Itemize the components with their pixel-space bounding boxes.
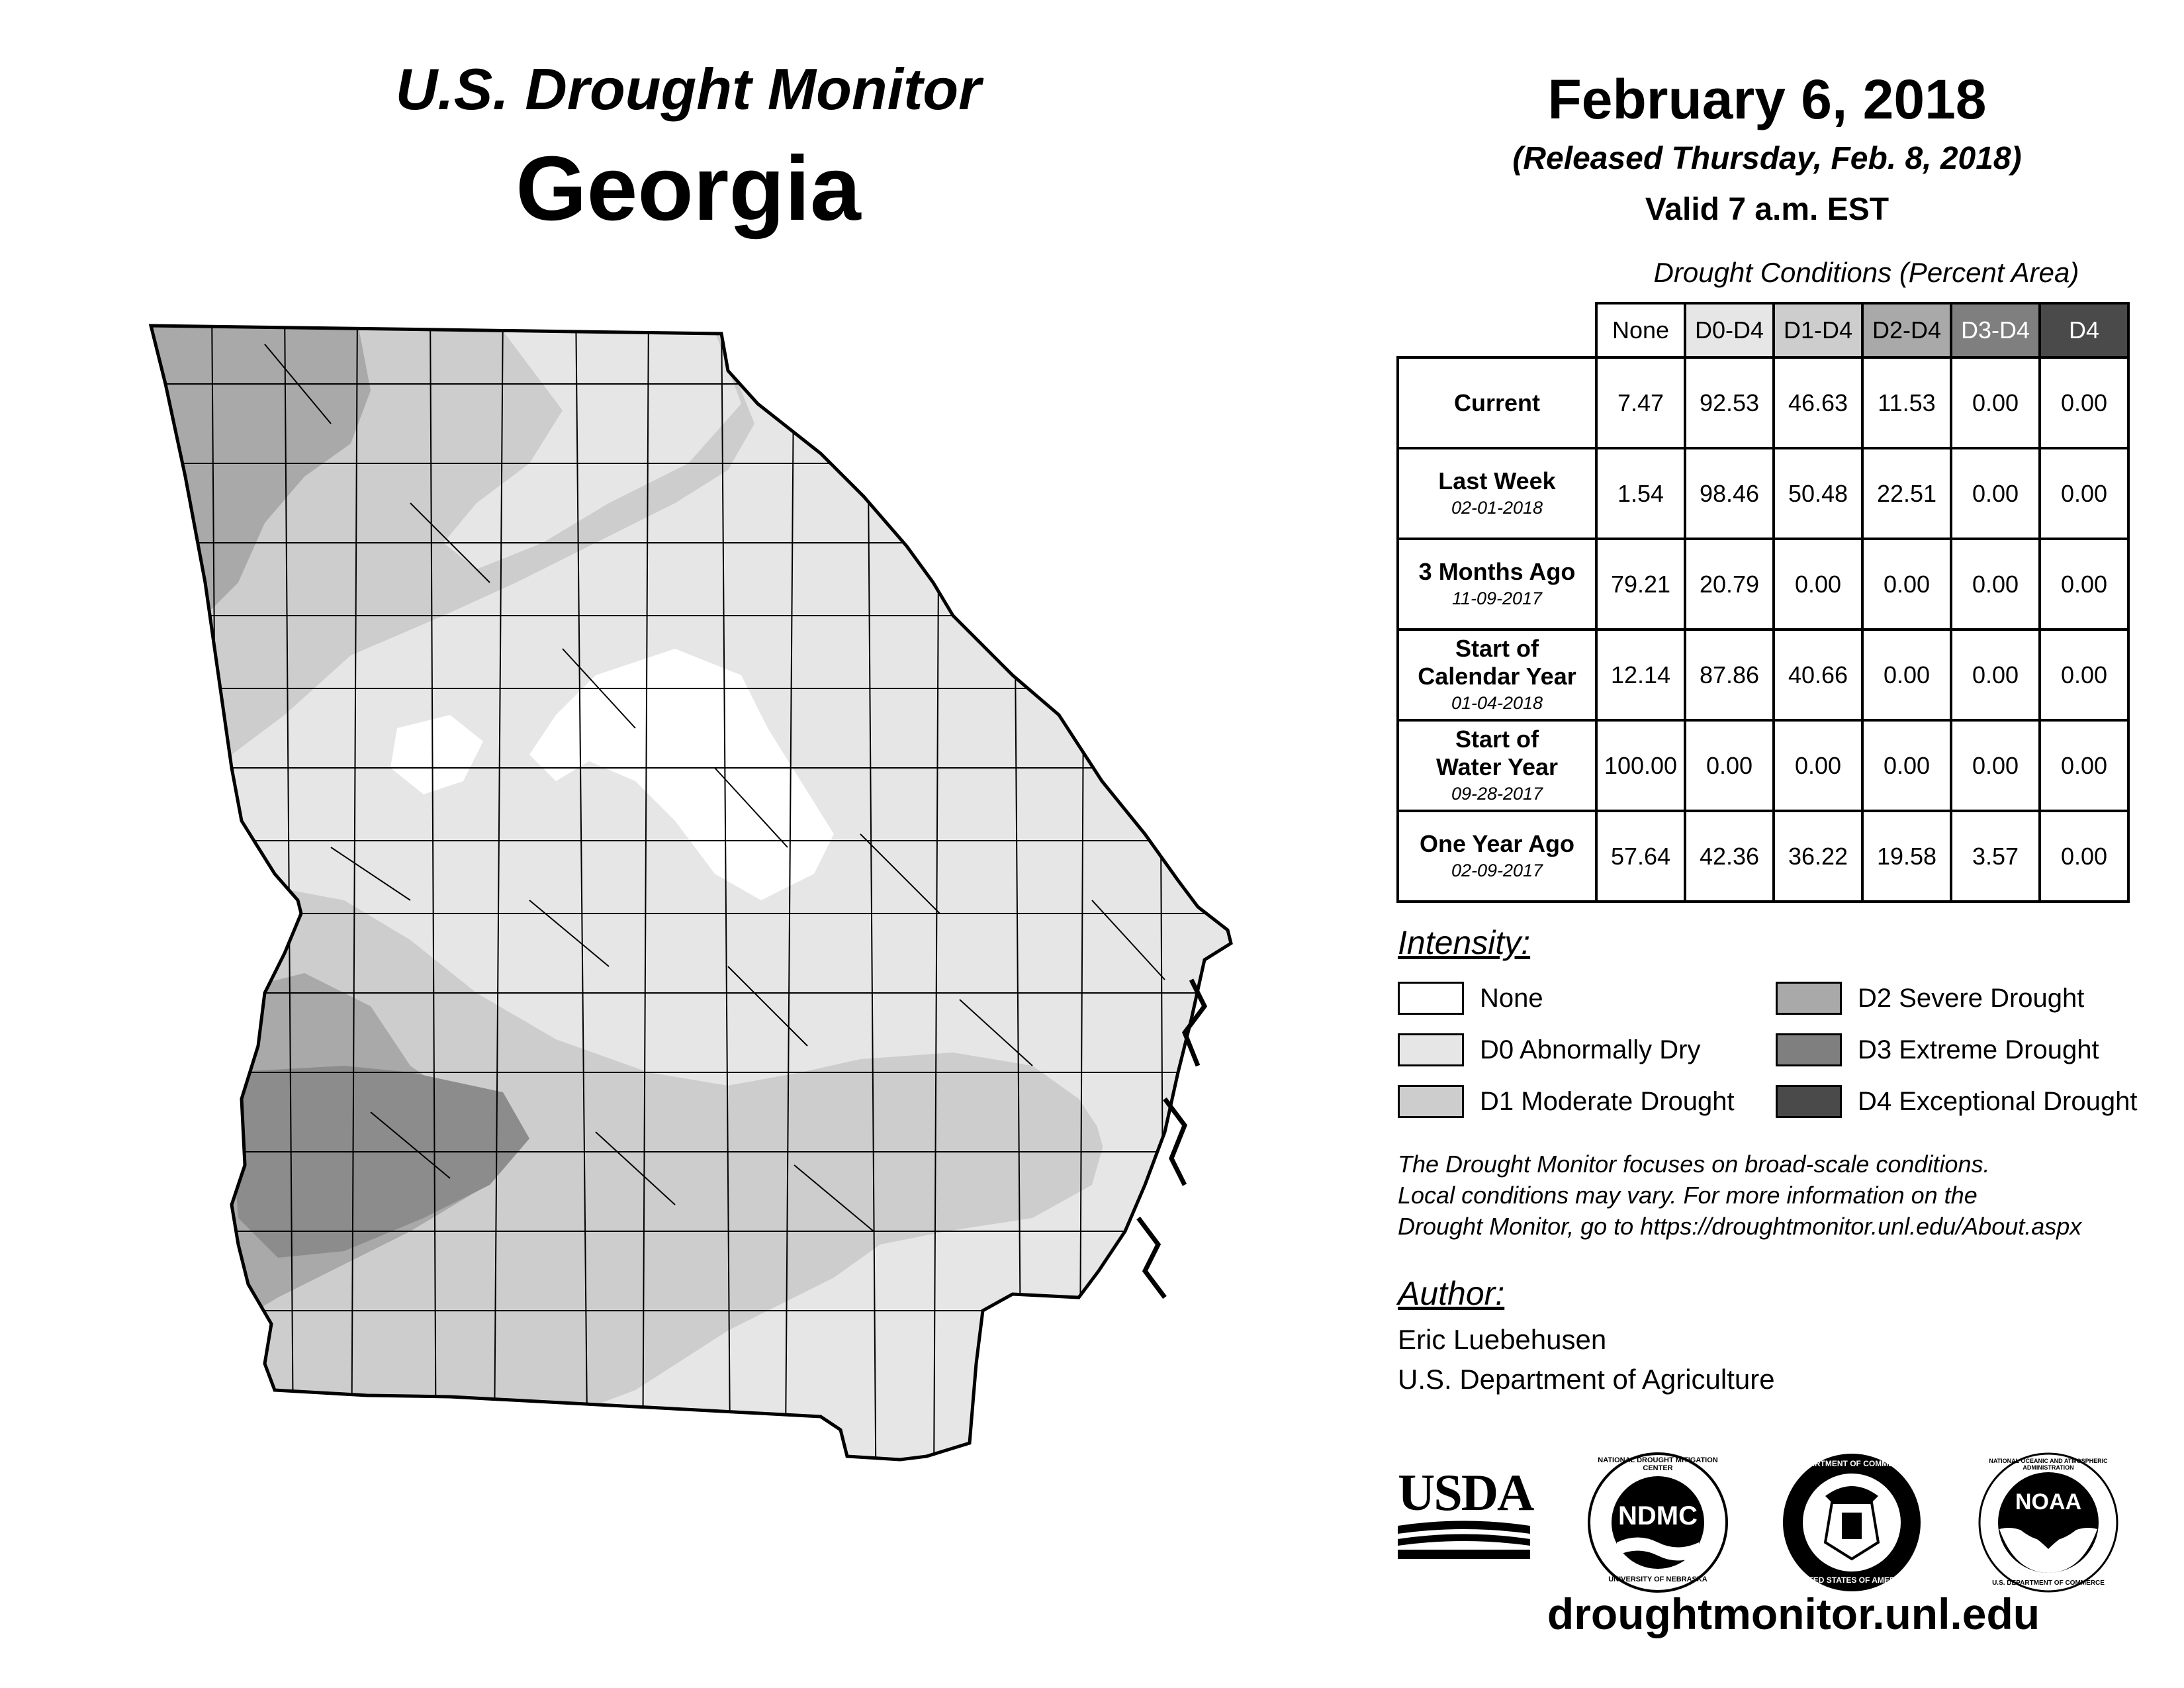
legend-label: D0 Abnormally Dry bbox=[1480, 1035, 1701, 1064]
table-cell: 79.21 bbox=[1596, 539, 1685, 630]
row-label-text: 3 Months Ago bbox=[1418, 557, 1576, 585]
table-row-start-calendar-year bbox=[1398, 630, 2128, 720]
date-block bbox=[1377, 66, 2158, 233]
author-organization: U.S. Department of Agriculture bbox=[1398, 1364, 1775, 1395]
table-cell: 36.22 bbox=[1774, 811, 1862, 902]
table-cell: 57.64 bbox=[1596, 811, 1685, 902]
ndmc-logo bbox=[1585, 1450, 1731, 1595]
ndmc-ring-top: NATIONAL DROUGHT MITIGATION CENTER bbox=[1598, 1456, 1718, 1472]
legend-item-d0 bbox=[1398, 1031, 1700, 1068]
row-label bbox=[1398, 539, 1596, 630]
commerce-logo bbox=[1779, 1450, 1925, 1595]
noaa-logo-text: NOAA bbox=[2015, 1489, 2082, 1515]
table-cell: 20.79 bbox=[1685, 539, 1774, 630]
commerce-seal bbox=[1779, 1450, 1925, 1595]
col-header-d3-d4: D3-D4 bbox=[1951, 303, 2040, 357]
row-label bbox=[1398, 720, 1596, 811]
row-date: 02-01-2018 bbox=[1451, 497, 1543, 518]
table-cell: 0.00 bbox=[1774, 539, 1862, 630]
legend-label: None bbox=[1480, 983, 1543, 1013]
table-cell: 0.00 bbox=[2040, 448, 2128, 539]
legend-label: D2 Severe Drought bbox=[1858, 983, 2085, 1013]
valid-time: Valid 7 a.m. EST bbox=[1645, 192, 1889, 227]
row-label-line1: Start of bbox=[1455, 725, 1539, 753]
legend-item-d4 bbox=[1776, 1083, 2137, 1120]
disclaimer-line: Local conditions may vary. For more information on the bbox=[1398, 1182, 1978, 1209]
table-cell: 0.00 bbox=[2040, 720, 2128, 811]
title-block bbox=[318, 53, 1059, 245]
noaa-seal bbox=[1976, 1450, 2121, 1595]
legend-swatch-d0 bbox=[1398, 1033, 1464, 1066]
table-cell: 11.53 bbox=[1862, 357, 1951, 448]
table-row-3-months-ago bbox=[1398, 539, 2128, 630]
table-cell: 0.00 bbox=[2040, 630, 2128, 720]
table-cell: 0.00 bbox=[1951, 448, 2040, 539]
noaa-ring-bottom: U.S. DEPARTMENT OF COMMERCE bbox=[1992, 1579, 2105, 1587]
col-header-d4: D4 bbox=[2040, 303, 2128, 357]
table-cell: 50.48 bbox=[1774, 448, 1862, 539]
row-label bbox=[1398, 811, 1596, 902]
col-header-none: None bbox=[1596, 303, 1685, 357]
table-header-corner bbox=[1398, 303, 1596, 357]
ndmc-logo-text: NDMC bbox=[1618, 1501, 1698, 1530]
row-label-line2: Water Year bbox=[1435, 753, 1559, 780]
legend-label: D1 Moderate Drought bbox=[1480, 1086, 1735, 1116]
map-date: February 6, 2018 bbox=[1547, 68, 1987, 130]
legend-item-d2 bbox=[1776, 980, 2084, 1017]
table-cell: 42.36 bbox=[1685, 811, 1774, 902]
table-cell: 12.14 bbox=[1596, 630, 1685, 720]
row-date: 09-28-2017 bbox=[1451, 783, 1543, 804]
drought-conditions-table bbox=[1396, 302, 2130, 903]
legend-swatch-d1 bbox=[1398, 1085, 1464, 1118]
table-cell: 7.47 bbox=[1596, 357, 1685, 448]
table-row-one-year-ago bbox=[1398, 811, 2128, 902]
table-cell: 3.57 bbox=[1951, 811, 2040, 902]
row-date: 11-09-2017 bbox=[1451, 588, 1543, 608]
table-cell: 0.00 bbox=[1951, 720, 2040, 811]
row-label bbox=[1398, 448, 1596, 539]
author-heading: Author: bbox=[1398, 1275, 1505, 1312]
legend-swatch-d3 bbox=[1776, 1033, 1842, 1066]
table-cell: 0.00 bbox=[1862, 630, 1951, 720]
table-row-current bbox=[1398, 357, 2128, 448]
legend-swatch-d4 bbox=[1776, 1085, 1842, 1118]
legend-label: D4 Exceptional Drought bbox=[1858, 1086, 2138, 1116]
table-cell: 46.63 bbox=[1774, 357, 1862, 448]
ndmc-ring-bottom: UNIVERSITY OF NEBRASKA bbox=[1608, 1575, 1707, 1583]
commerce-ring-top: DEPARTMENT OF COMMERCE bbox=[1793, 1459, 1911, 1468]
table-cell: 0.00 bbox=[1951, 539, 2040, 630]
table-cell: 0.00 bbox=[2040, 811, 2128, 902]
table-header-row bbox=[1398, 303, 2128, 357]
table-cell: 98.46 bbox=[1685, 448, 1774, 539]
disclaimer-line: Drought Monitor, go to https://droughtmonitor.unl.edu/About.aspx bbox=[1398, 1213, 2082, 1240]
row-label-text: One Year Ago bbox=[1419, 829, 1575, 857]
usda-logo bbox=[1398, 1463, 1533, 1562]
row-label-line2: Calendar Year bbox=[1418, 662, 1576, 690]
table-cell: 40.66 bbox=[1774, 630, 1862, 720]
col-header-d0-d4: D0-D4 bbox=[1685, 303, 1774, 357]
table-row-start-water-year bbox=[1398, 720, 2128, 811]
usda-logo-text: USDA bbox=[1398, 1464, 1533, 1521]
row-label-text: Current bbox=[1453, 389, 1540, 416]
legend-item-d3 bbox=[1776, 1031, 2099, 1068]
table-cell: 0.00 bbox=[1774, 720, 1862, 811]
commerce-ring-bottom: UNITED STATES OF AMERICA bbox=[1794, 1575, 1909, 1585]
noaa-ring-top: NATIONAL OCEANIC AND ATMOSPHERIC ADMINISTRATION bbox=[1989, 1458, 2108, 1471]
table-cell: 19.58 bbox=[1862, 811, 1951, 902]
drought-shading bbox=[132, 305, 1244, 1615]
table-cell: 22.51 bbox=[1862, 448, 1951, 539]
table-cell: 0.00 bbox=[1685, 720, 1774, 811]
legend-label: D3 Extreme Drought bbox=[1858, 1035, 2099, 1064]
table-caption: Drought Conditions (Percent Area) bbox=[1653, 257, 2079, 288]
row-date: 02-09-2017 bbox=[1451, 860, 1543, 880]
disclaimer-text bbox=[1398, 1149, 2165, 1242]
table-cell: 87.86 bbox=[1685, 630, 1774, 720]
row-label-line1: Start of bbox=[1455, 634, 1539, 662]
row-label bbox=[1398, 357, 1596, 448]
disclaimer-line: The Drought Monitor focuses on broad-scale conditions. bbox=[1398, 1150, 1990, 1178]
legend-swatch-none bbox=[1398, 982, 1464, 1015]
col-header-d2-d4: D2-D4 bbox=[1862, 303, 1951, 357]
col-header-d1-d4: D1-D4 bbox=[1774, 303, 1862, 357]
table-row-last-week bbox=[1398, 448, 2128, 539]
author-name: Eric Luebehusen bbox=[1398, 1324, 1607, 1355]
legend-item-none bbox=[1398, 980, 1543, 1017]
table-cell: 0.00 bbox=[1862, 539, 1951, 630]
legend-item-d1 bbox=[1398, 1083, 1735, 1120]
footer-url-link[interactable]: droughtmonitor.unl.edu bbox=[1547, 1589, 2040, 1638]
table-cell: 100.00 bbox=[1596, 720, 1685, 811]
table-cell: 0.00 bbox=[2040, 539, 2128, 630]
row-label bbox=[1398, 630, 1596, 720]
legend-swatch-d2 bbox=[1776, 982, 1842, 1015]
noaa-logo bbox=[1976, 1450, 2121, 1595]
table-cell: 0.00 bbox=[2040, 357, 2128, 448]
table-cell: 92.53 bbox=[1685, 357, 1774, 448]
state-name: Georgia bbox=[516, 138, 861, 240]
table-cell: 0.00 bbox=[1862, 720, 1951, 811]
table-cell: 0.00 bbox=[1951, 630, 2040, 720]
row-label-text: Last Week bbox=[1438, 467, 1556, 494]
map-title: U.S. Drought Monitor bbox=[395, 56, 981, 122]
row-date: 01-04-2018 bbox=[1451, 692, 1543, 713]
none-southeast-area bbox=[993, 1311, 1191, 1430]
table-cell: 0.00 bbox=[1951, 357, 2040, 448]
table-cell: 1.54 bbox=[1596, 448, 1685, 539]
legend-heading: Intensity: bbox=[1398, 924, 1531, 961]
release-date: (Released Thursday, Feb. 8, 2018) bbox=[1512, 141, 2022, 176]
georgia-drought-map bbox=[132, 305, 1244, 1615]
usda-logo-swoosh bbox=[1398, 1519, 1530, 1559]
